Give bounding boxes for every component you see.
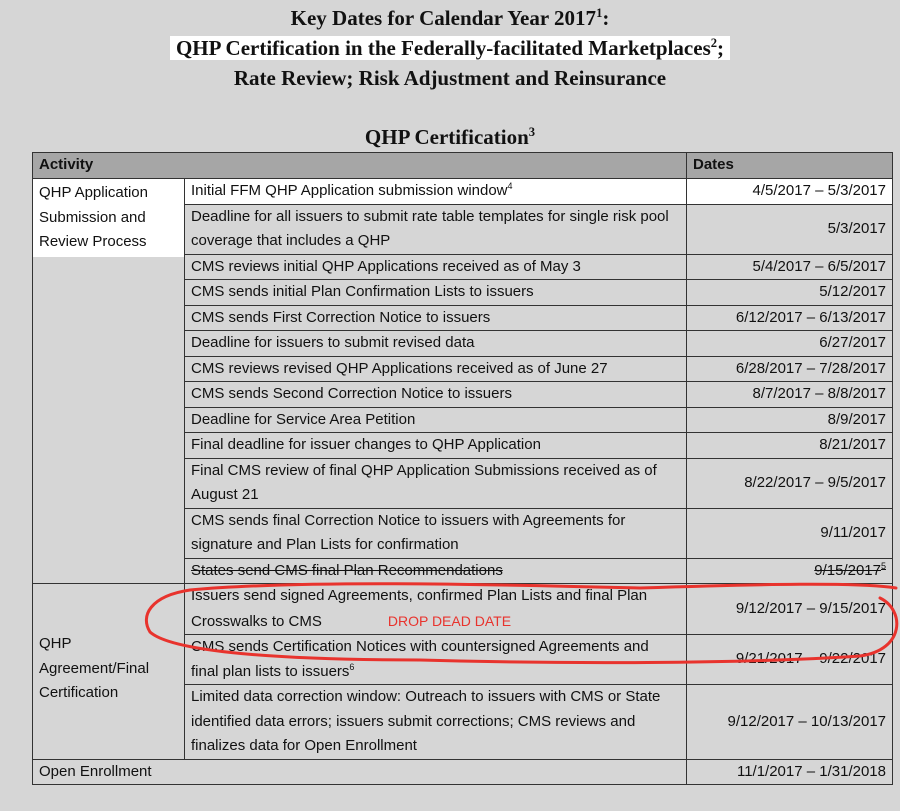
activity-cell: Initial FFM QHP Application submission window$^4$ [185, 179, 687, 205]
date-cell: 8/22/2017 – 9/5/2017 [687, 458, 893, 508]
date-cell: 8/21/2017 [687, 433, 893, 459]
table-header-row [33, 153, 893, 179]
date-cell: 9/11/2017 [687, 508, 893, 558]
activity-cell: States send CMS final Plan Recommendations [185, 558, 687, 584]
date-cell: 5/12/2017 [687, 280, 893, 306]
title-line-3: Rate Review; Risk Adjustment and Reinsurance [233, 66, 667, 90]
activity-cell: Deadline for all issuers to submit rate table templates for single risk pool coverage that includes a QHP [185, 204, 687, 254]
date-cell: 6/12/2017 – 6/13/2017 [687, 305, 893, 331]
activity-cell: CMS reviews initial QHP Applications received as of May 3 [185, 254, 687, 280]
date-cell: 9/15/2017$^5$ [687, 558, 893, 584]
activity-cell: CMS sends initial Plan Confirmation Lists to issuers [185, 280, 687, 306]
activity-cell: Issuers send signed Agreements, confirmed Plan Lists and final Plan Crosswalks to CMS DROP DEAD DATE [185, 584, 687, 635]
date-cell: 5/4/2017 – 6/5/2017 [687, 254, 893, 280]
activity-cell: CMS sends First Correction Notice to issuers [185, 305, 687, 331]
activity-cell: CMS sends final Correction Notice to issuers with Agreements for signature and Plan Lists for confirmation [185, 508, 687, 558]
header-dates: Dates [687, 153, 893, 179]
title-line-1: Key Dates for Calendar Year 2017$^1$: [290, 6, 610, 30]
date-cell: 4/5/2017 – 5/3/2017 [687, 179, 893, 205]
activity-cell: CMS sends Second Correction Notice to issuers [185, 382, 687, 408]
date-cell: 9/12/2017 – 9/15/2017 [687, 584, 893, 635]
date-cell: 6/28/2017 – 7/28/2017 [687, 356, 893, 382]
date-cell: 8/7/2017 – 8/8/2017 [687, 382, 893, 408]
date-cell: 8/9/2017 [687, 407, 893, 433]
drop-dead-annotation: DROP DEAD DATE [387, 612, 512, 629]
table-row [33, 179, 893, 205]
activity-cell: CMS sends Certification Notices with countersigned Agreements and final plan lists to issuers$^6$ [185, 635, 687, 685]
activity-cell: Open Enrollment [33, 759, 687, 785]
activity-cell: CMS reviews revised QHP Applications received as of June 27 [185, 356, 687, 382]
group-application-review [33, 179, 185, 584]
activity-cell: Limited data correction window: Outreach to issuers with CMS or State identified data errors; issuers submit corrections; CMS reviews and finalizes data for Open Enrollment [185, 685, 687, 760]
date-cell: 9/12/2017 – 10/13/2017 [687, 685, 893, 760]
table-row [33, 584, 893, 635]
title-line-2: QHP Certification in the Federally-facilitated Marketplaces$^2$; [0, 35, 900, 61]
key-dates-table [32, 152, 893, 785]
date-cell: 11/1/2017 – 1/31/2018 [687, 759, 893, 785]
header-activity: Activity [33, 153, 687, 179]
group-agreement-certification [33, 584, 185, 760]
activity-cell: Final CMS review of final QHP Application Submissions received as of August 21 [185, 458, 687, 508]
date-cell: 9/21/2017 – 9/22/2017 [687, 635, 893, 685]
table-row-open-enrollment [33, 759, 893, 785]
date-cell: 5/3/2017 [687, 204, 893, 254]
group-label: QHP Agreement/Final Certification [39, 635, 150, 701]
group-label: QHP Application Submission and Review Process [33, 179, 184, 257]
date-cell: 6/27/2017 [687, 331, 893, 357]
section-title: QHP Certification$^3$ [364, 125, 536, 149]
activity-cell: Final deadline for issuer changes to QHP Application [185, 433, 687, 459]
activity-cell: Deadline for issuers to submit revised data [185, 331, 687, 357]
activity-cell: Deadline for Service Area Petition [185, 407, 687, 433]
